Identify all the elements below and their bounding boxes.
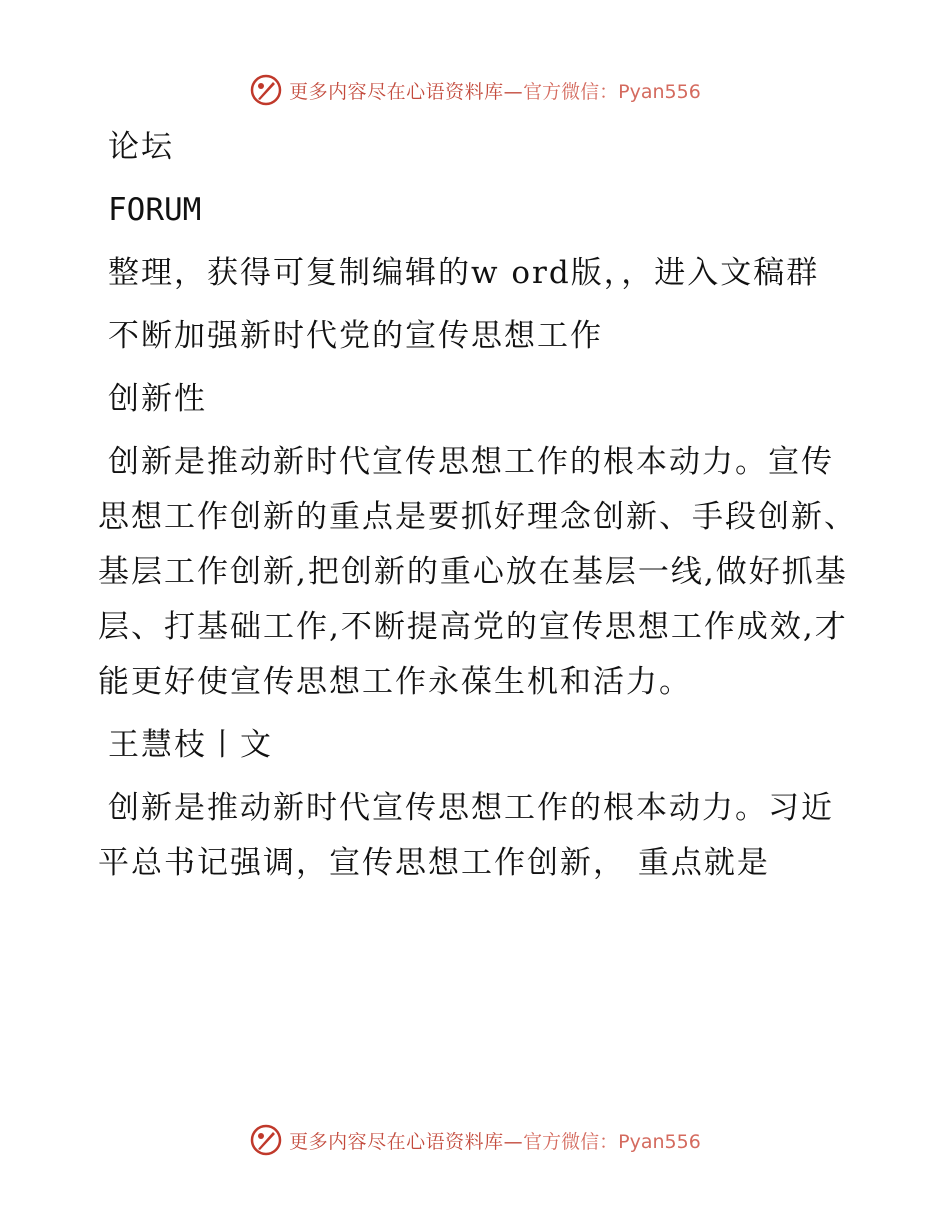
footer-watermark — [0, 1120, 950, 1160]
watermark-suffix: 官方微信：Pyan556 — [523, 80, 701, 103]
watermark-suffix: 官方微信：Pyan556 — [523, 1130, 701, 1153]
abstract-paragraph: 创新是推动新时代宣传思想工作的根本动力。宣传思想工作创新的重点是要抓好理念创新、手段创新、基层工作创新,把创新的重心放在基层一线,做好抓基层、打基础工作,不断提高党的宣传思想工作成效,才能更好使宣传思想工作永葆生机和活力。 — [98, 444, 857, 700]
header-watermark — [0, 70, 950, 110]
article-title: 不断加强新时代党的宣传思想工作 — [108, 318, 603, 354]
document-body — [98, 120, 858, 899]
section-label-en: FORUM — [108, 192, 202, 228]
section-label: 论坛 — [108, 129, 174, 165]
author-line: 王慧枝丨文 — [108, 727, 273, 763]
quill-pen-logo-icon — [249, 1123, 283, 1157]
note-paragraph: 整理，获得可复制编辑的w ord版，，进入文稿群 — [108, 255, 820, 291]
watermark-text: 更多内容尽在心语资料库— — [289, 1130, 524, 1153]
quill-pen-logo-icon — [249, 73, 283, 107]
article-subtitle: 创新性 — [108, 381, 207, 417]
body-paragraph: 创新是推动新时代宣传思想工作的根本动力。习近平总书记强调，宣传思想工作创新， 重点就是 — [98, 790, 834, 881]
watermark-text: 更多内容尽在心语资料库— — [289, 80, 524, 103]
